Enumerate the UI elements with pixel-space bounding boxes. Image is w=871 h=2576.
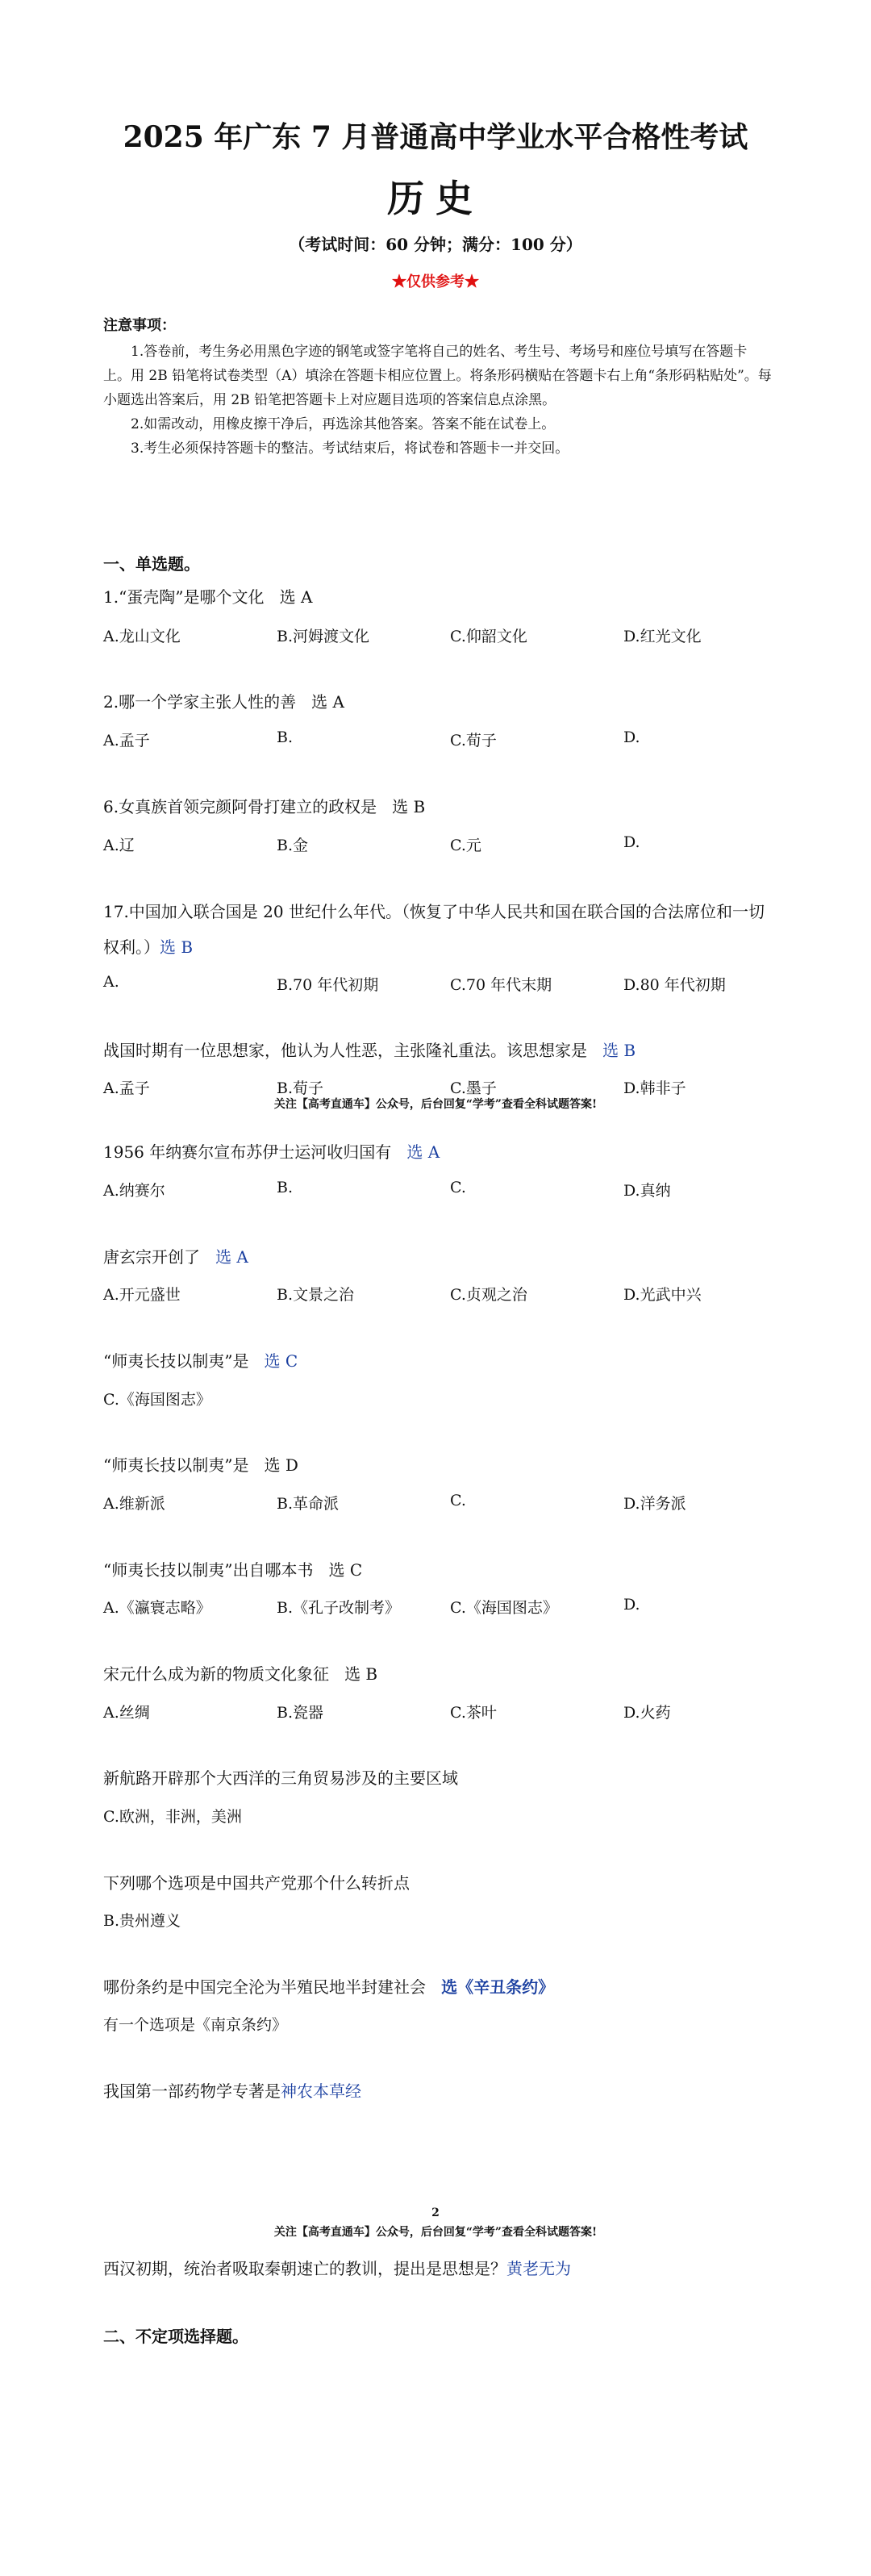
- question-stem: 2.哪一个学家主张人性的善 选 A: [103, 692, 344, 712]
- option: A.龙山文化: [103, 628, 181, 645]
- option: D.光武中兴: [623, 1286, 702, 1304]
- option: D.真纳: [623, 1182, 671, 1200]
- option: D.: [623, 729, 640, 746]
- answer: 黄老无为: [506, 2259, 571, 2278]
- question-stem: 下列哪个选项是中国共产党那个什么转折点: [103, 1873, 410, 1893]
- section-heading-single-choice: 一、单选题。: [103, 554, 200, 574]
- options-row: [103, 1492, 773, 1516]
- option: B.贵州遵义: [103, 1912, 181, 1930]
- option: A.开元盛世: [103, 1286, 181, 1304]
- question-stem: 战国时期有一位思想家，他认为人性恶，主张隆礼重法。该思想家是 选 B: [103, 1041, 636, 1060]
- answer: 选 A: [406, 1142, 440, 1162]
- option: A.辽: [103, 837, 135, 854]
- options-row: [103, 1909, 773, 1933]
- footer-note: 关注【高考直通车】公众号，后台回复“学考”查看全科试题答案!: [273, 1098, 598, 1111]
- option: D.韩非子: [623, 1079, 686, 1097]
- reference-tag: ★仅供参考★: [392, 273, 479, 290]
- option: C.贞观之治: [450, 1286, 527, 1304]
- option: C.欧洲，非洲，美洲: [103, 1808, 242, 1826]
- option: A.丝绸: [103, 1704, 150, 1722]
- question-stem: 我国第一部药物学专著是神农本草经: [103, 2081, 361, 2101]
- option: B.《孔子改制考》: [277, 1599, 401, 1617]
- answer: 选 B: [392, 797, 426, 816]
- options-row: [103, 2013, 773, 2037]
- option: C.《海国图志》: [103, 1391, 211, 1409]
- option: A.: [103, 973, 119, 991]
- options-row: [103, 1388, 773, 1412]
- answer: 选 A: [311, 692, 344, 712]
- option: B.金: [277, 837, 309, 854]
- option: D.洋务派: [623, 1495, 686, 1513]
- answer: 选 A: [215, 1247, 248, 1267]
- option: D.火药: [623, 1704, 671, 1722]
- option: C.: [450, 1179, 466, 1196]
- option: B.文景之治: [277, 1286, 355, 1304]
- options-row: [103, 624, 773, 649]
- question-stem: 宋元什么成为新的物质文化象征 选 B: [103, 1664, 378, 1684]
- question-stem: 17.中国加入联合国是 20 世纪什么年代。（恢复了中华人民共和国在联合国的合法席位和一切权利。）选 B: [103, 902, 765, 957]
- option: C.仰韶文化: [450, 628, 527, 645]
- option: B.: [277, 1179, 294, 1196]
- option: B.: [277, 729, 294, 746]
- option: C.墨子: [450, 1079, 497, 1097]
- question-stem: “师夷长技以制夷”出自哪本书 选 C: [103, 1560, 363, 1580]
- options-row: [103, 1596, 773, 1620]
- options-row: [103, 1805, 773, 1829]
- exam-title: 2025 年广东 7 月普通高中学业水平合格性考试: [123, 120, 748, 154]
- option: A.《瀛寰志略》: [103, 1599, 211, 1617]
- subject-title: 历史: [387, 177, 484, 220]
- question-stem: “师夷长技以制夷”是 选 D: [103, 1455, 298, 1475]
- footer-note: 关注【高考直通车】公众号，后台回复“学考”查看全科试题答案!: [273, 2226, 598, 2239]
- page-number: 2: [431, 2207, 440, 2219]
- answer: 选 B: [160, 937, 194, 957]
- options-row: [103, 833, 773, 858]
- option: B.70 年代初期: [277, 976, 379, 994]
- option: C.《海国图志》: [450, 1599, 558, 1617]
- answer: 选 B: [344, 1664, 378, 1684]
- options-row: [103, 1179, 773, 1203]
- option: D.红光文化: [623, 628, 702, 645]
- question-stem: 新航路开辟那个大西洋的三角贸易涉及的主要区域: [103, 1768, 458, 1788]
- answer: 选 D: [264, 1455, 298, 1475]
- option: C.荀子: [450, 732, 497, 749]
- question-stem: 1.“蛋壳陶”是哪个文化 选 A: [103, 587, 313, 607]
- option: D.80 年代初期: [623, 976, 726, 994]
- notice-item: 2.如需改动，用橡皮擦干净后，再选涂其他答案。答案不能在试卷上。: [131, 416, 556, 432]
- question-stem: 西汉初期，统治者吸取秦朝速亡的教训，提出是思想是？黄老无为: [103, 2259, 571, 2278]
- question-stem: 1956 年纳赛尔宣布苏伊士运河收归国有 选 A: [103, 1142, 440, 1162]
- option: D.: [623, 1596, 640, 1614]
- question-stem: 6.女真族首领完颜阿骨打建立的政权是 选 B: [103, 797, 426, 816]
- answer: 选 C: [328, 1560, 363, 1580]
- answer: 选《辛丑条约》: [441, 1977, 555, 1997]
- option: A.维新派: [103, 1495, 165, 1513]
- option: C.茶叶: [450, 1704, 497, 1722]
- option: A.孟子: [103, 732, 150, 749]
- option: B.河姆渡文化: [277, 628, 370, 645]
- options-row: [103, 1283, 773, 1307]
- question-stem: 哪份条约是中国完全沦为半殖民地半封建社会 选《辛丑条约》: [103, 1977, 555, 1997]
- option: C.元: [450, 837, 481, 854]
- options-row: [103, 1701, 773, 1725]
- option: D.: [623, 833, 640, 851]
- option: C.70 年代末期: [450, 976, 552, 994]
- exam-info: （考试时间：60 分钟；满分：100 分）: [289, 235, 582, 254]
- option: C.: [450, 1492, 466, 1509]
- option: B.革命派: [277, 1495, 340, 1513]
- option: 有一个选项是《南京条约》: [103, 2016, 288, 2034]
- answer: 选 B: [602, 1041, 636, 1060]
- options-row: [103, 973, 773, 997]
- option: B.瓷器: [277, 1704, 324, 1722]
- question-stem: “师夷长技以制夷”是 选 C: [103, 1351, 298, 1371]
- question-stem: 唐玄宗开创了 选 A: [103, 1247, 248, 1267]
- options-row: [103, 729, 773, 753]
- answer: 选 A: [279, 587, 313, 607]
- notice-item: 1.答卷前，考生务必用黑色字迹的钢笔或签字笔将自己的姓名、考生号、考场号和座位号填写在答题卡上。用 2B 铅笔将试卷类型（A）填涂在答题卡相应位置上。将条形码横贴在答题卡右上角“条形码粘贴处”。每小题选出答案后，用 2B 铅笔把答题卡上对应题目选项的答案信息点涂黑。: [103, 344, 772, 408]
- option: B.荀子: [277, 1079, 324, 1097]
- section-heading-multiple-choice: 二、不定项选择题。: [103, 2327, 248, 2346]
- notice-list: [103, 340, 773, 461]
- notice-item: 3.考生必须保持答题卡的整洁。考试结束后，将试卷和答题卡一并交回。: [131, 440, 569, 457]
- answer: 选 C: [264, 1351, 298, 1371]
- option: A.纳赛尔: [103, 1182, 165, 1200]
- option: A.孟子: [103, 1079, 150, 1097]
- answer: 神农本草经: [281, 2081, 361, 2101]
- notice-heading: 注意事项：: [103, 317, 176, 334]
